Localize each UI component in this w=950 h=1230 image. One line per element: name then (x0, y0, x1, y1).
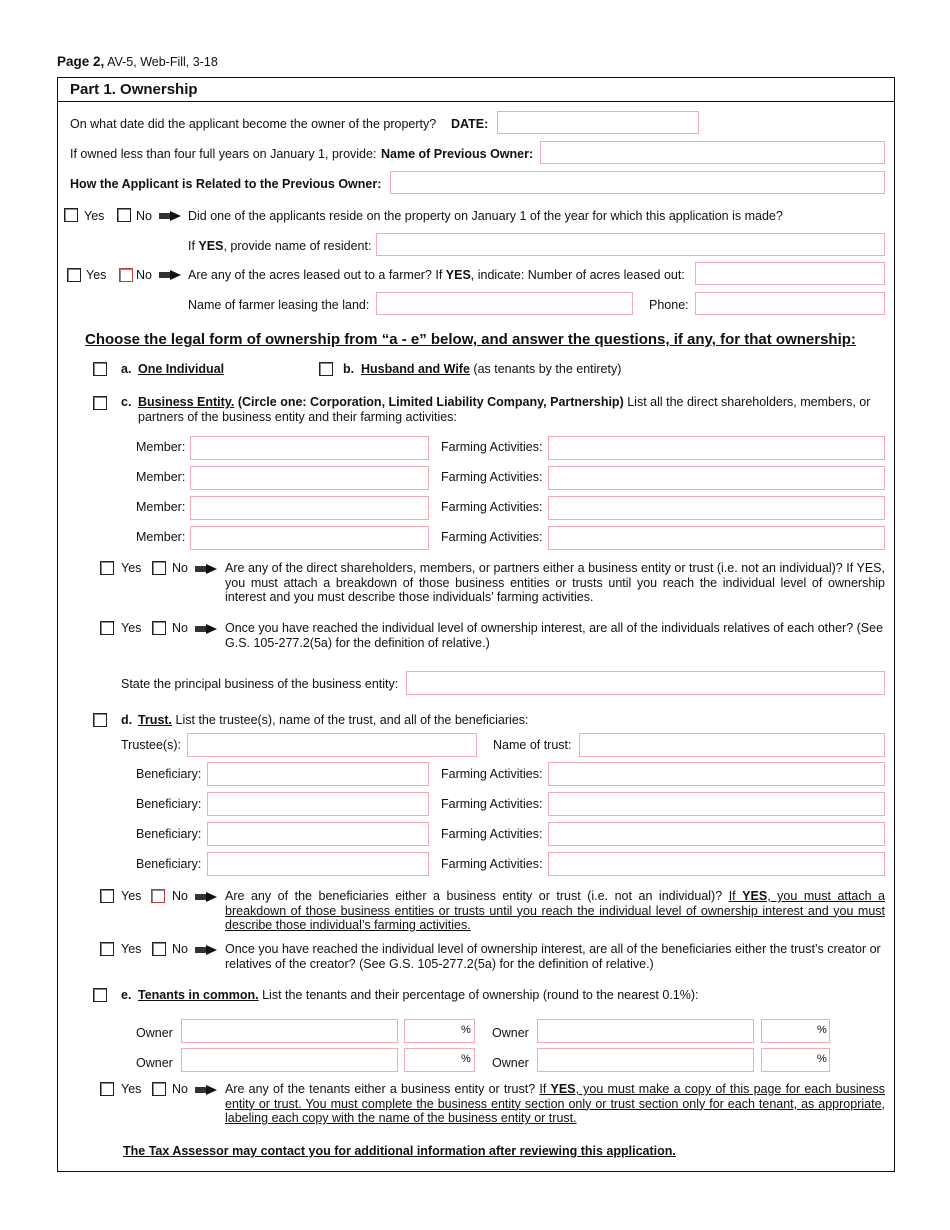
option-b-checkbox[interactable] (319, 362, 333, 376)
member-field[interactable] (190, 526, 429, 550)
page-number: Page 2, (57, 54, 105, 69)
member-field[interactable] (190, 466, 429, 490)
reside-yes-checkbox[interactable] (64, 208, 78, 222)
beneficiary-label: Beneficiary: (136, 857, 202, 871)
resident-label: If YES, provide name of resident: (188, 239, 372, 253)
trust-q2-no-checkbox[interactable] (152, 942, 166, 956)
choose-heading: Choose the legal form of ownership from “a - e” below, and answer the questions, if any, for that ownership: (85, 331, 856, 348)
farming-label: Farming Activities: (441, 470, 543, 484)
trust-name-label: Name of trust: (493, 738, 572, 752)
farming-label: Farming Activities: (441, 500, 543, 514)
trust-name-field[interactable] (579, 733, 885, 757)
option-b-letter: b. (343, 362, 355, 376)
trustees-field[interactable] (187, 733, 477, 757)
principal-business-label: State the principal business of the business entity: (121, 677, 399, 691)
farming-field[interactable] (548, 526, 885, 550)
leased-yes-label: Yes (86, 268, 107, 282)
entity-q2-no-checkbox[interactable] (152, 621, 166, 635)
owner-name-field[interactable] (181, 1019, 398, 1043)
farming-label: Farming Activities: (441, 827, 543, 841)
reside-question: Did one of the applicants reside on the property on January 1 of the year for which this application is made? (188, 209, 783, 223)
leased-question: Are any of the acres leased out to a farmer? If YES, indicate: Number of acres leased out: (188, 268, 685, 282)
no-label: No (172, 561, 188, 575)
percent-sign: % (817, 1024, 827, 1036)
footer-note: The Tax Assessor may contact you for additional information after reviewing this application. (123, 1144, 676, 1158)
farming-field[interactable] (548, 792, 885, 816)
owner-name-field[interactable] (181, 1048, 398, 1072)
farming-field[interactable] (548, 436, 885, 460)
tenants-question: Are any of the tenants either a business entity or trust? If YES, you must make a copy of this page for each business entity or trust. You must complete the business entity section only or trust section only for each tenant, as appropriate, labeling each copy with the name of the business entity or trust. (225, 1082, 885, 1125)
farming-label: Farming Activities: (441, 767, 543, 781)
farming-label: Farming Activities: (441, 440, 543, 454)
form-id: AV-5, Web-Fill, 3-18 (107, 55, 218, 69)
page-header (57, 54, 218, 69)
beneficiary-field[interactable] (207, 822, 429, 846)
trust-q2-yes-checkbox[interactable] (100, 942, 114, 956)
member-label: Member: (136, 440, 186, 454)
arrow-icon (195, 892, 217, 902)
option-a-label: One Individual (138, 362, 225, 376)
option-b-text: Husband and Wife (as tenants by the entirety) (361, 362, 622, 376)
farming-field[interactable] (548, 466, 885, 490)
tenants-q1-yes-checkbox[interactable] (100, 1082, 114, 1096)
yes-label: Yes (121, 561, 142, 575)
member-label: Member: (136, 500, 186, 514)
leased-no-checkbox[interactable] (119, 268, 133, 282)
no-label: No (172, 1082, 188, 1096)
related-label: How the Applicant is Related to the Previous Owner: (70, 177, 382, 191)
owner-label: Owner (492, 1056, 529, 1070)
option-c-desc: partners of the business entity and their farming activities: (138, 410, 457, 424)
no-label: No (172, 621, 188, 635)
trust-q1-no-checkbox[interactable] (151, 889, 165, 903)
trust-question-1: Are any of the beneficiaries either a business entity or trust (i.e. not an individual)? If YES, you must attach a breakdown of those business entities or trusts until you reach the individual level of ownership interest and you must describe those individual’s farming activities. (225, 889, 886, 932)
yes-label: Yes (121, 621, 142, 635)
phone-field[interactable] (695, 292, 885, 315)
farming-field[interactable] (548, 852, 885, 876)
resident-name-field[interactable] (376, 233, 885, 256)
tenants-q1-no-checkbox[interactable] (152, 1082, 166, 1096)
principal-business-field[interactable] (406, 671, 885, 695)
yes-label: Yes (121, 942, 142, 956)
option-d-checkbox[interactable] (93, 713, 107, 727)
related-field[interactable] (390, 171, 885, 194)
trust-q1-yes-checkbox[interactable] (100, 889, 114, 903)
yes-label: Yes (121, 889, 142, 903)
beneficiary-field[interactable] (207, 762, 429, 786)
phone-label: Phone: (649, 298, 689, 312)
option-a-checkbox[interactable] (93, 362, 107, 376)
option-c-text: Business Entity. (Circle one: Corporation, Limited Liability Company, Partnership) List all the direct shareholders, members, or (138, 395, 871, 409)
farming-label: Farming Activities: (441, 857, 543, 871)
arrow-icon (195, 564, 217, 574)
trust-question-2: Once you have reached the individual level of ownership interest, are all of the beneficiaries either the trust’s creator or relatives of the creator? (See G.S. 105-277.2(5a) for the definition of relative.) (225, 942, 881, 971)
arrow-icon (159, 270, 181, 280)
option-d-letter: d. (121, 713, 133, 727)
member-field[interactable] (190, 496, 429, 520)
section-title: Part 1. Ownership (70, 81, 198, 98)
entity-q1-yes-checkbox[interactable] (100, 561, 114, 575)
yes-label: Yes (121, 1082, 142, 1096)
farmer-name-field[interactable] (376, 292, 633, 315)
option-e-checkbox[interactable] (93, 988, 107, 1002)
title-divider (57, 101, 895, 102)
member-label: Member: (136, 530, 186, 544)
option-e-text: Tenants in common. List the tenants and their percentage of ownership (round to the nearest 0.1%): (138, 988, 699, 1002)
percent-sign: % (461, 1053, 471, 1065)
farming-field[interactable] (548, 762, 885, 786)
option-a-letter: a. (121, 362, 132, 376)
entity-question-1: Are any of the direct shareholders, members, or partners either a business entity or trust (i.e. not an individual)? If YES, you must attach a breakdown of those business entities or trusts until you reach the individual level of ownership interest and you must describe those individuals’ farming activities. (225, 561, 885, 604)
option-d-text: Trust. List the trustee(s), name of the trust, and all of the beneficiaries: (138, 713, 529, 727)
farming-label: Farming Activities: (441, 797, 543, 811)
owner-label: Owner (136, 1056, 173, 1070)
member-label: Member: (136, 470, 186, 484)
no-label: No (172, 889, 188, 903)
percent-sign: % (461, 1024, 471, 1036)
option-c-letter: c. (121, 395, 132, 409)
prev-owner-label: Name of Previous Owner: (381, 147, 534, 161)
entity-q1-no-checkbox[interactable] (152, 561, 166, 575)
reside-no-checkbox[interactable] (117, 208, 131, 222)
prev-owner-question: If owned less than four full years on January 1, provide: (70, 147, 377, 161)
date-field[interactable] (497, 111, 699, 134)
reside-no-label: No (136, 209, 152, 223)
date-question: On what date did the applicant become the owner of the property? (70, 117, 437, 131)
beneficiary-label: Beneficiary: (136, 767, 202, 781)
farming-label: Farming Activities: (441, 530, 543, 544)
entity-question-2: Once you have reached the individual level of ownership interest, are all of the individuals relatives of each other? (See G.S. 105-277.2(5a) for the definition of relative.) (225, 621, 884, 650)
owner-name-field[interactable] (537, 1048, 754, 1072)
prev-owner-field[interactable] (540, 141, 885, 164)
entity-q2-yes-checkbox[interactable] (100, 621, 114, 635)
owner-name-field[interactable] (537, 1019, 754, 1043)
option-c-checkbox[interactable] (93, 396, 107, 410)
arrow-icon (195, 945, 217, 955)
farming-field[interactable] (548, 822, 885, 846)
farming-field[interactable] (548, 496, 885, 520)
leased-no-label: No (136, 268, 152, 282)
option-e-letter: e. (121, 988, 132, 1002)
date-label: DATE: (451, 117, 489, 131)
owner-label: Owner (136, 1026, 173, 1040)
trustees-label: Trustee(s): (121, 738, 181, 752)
reside-yes-label: Yes (84, 209, 105, 223)
beneficiary-field[interactable] (207, 852, 429, 876)
beneficiary-label: Beneficiary: (136, 827, 202, 841)
member-field[interactable] (190, 436, 429, 460)
beneficiary-label: Beneficiary: (136, 797, 202, 811)
percent-sign: % (817, 1053, 827, 1065)
acres-leased-field[interactable] (695, 262, 885, 285)
farmer-name-label: Name of farmer leasing the land: (188, 298, 370, 312)
no-label: No (172, 942, 188, 956)
arrow-icon (195, 624, 217, 634)
owner-label: Owner (492, 1026, 529, 1040)
arrow-icon (159, 211, 181, 221)
beneficiary-field[interactable] (207, 792, 429, 816)
arrow-icon (195, 1085, 217, 1095)
leased-yes-checkbox[interactable] (67, 268, 81, 282)
